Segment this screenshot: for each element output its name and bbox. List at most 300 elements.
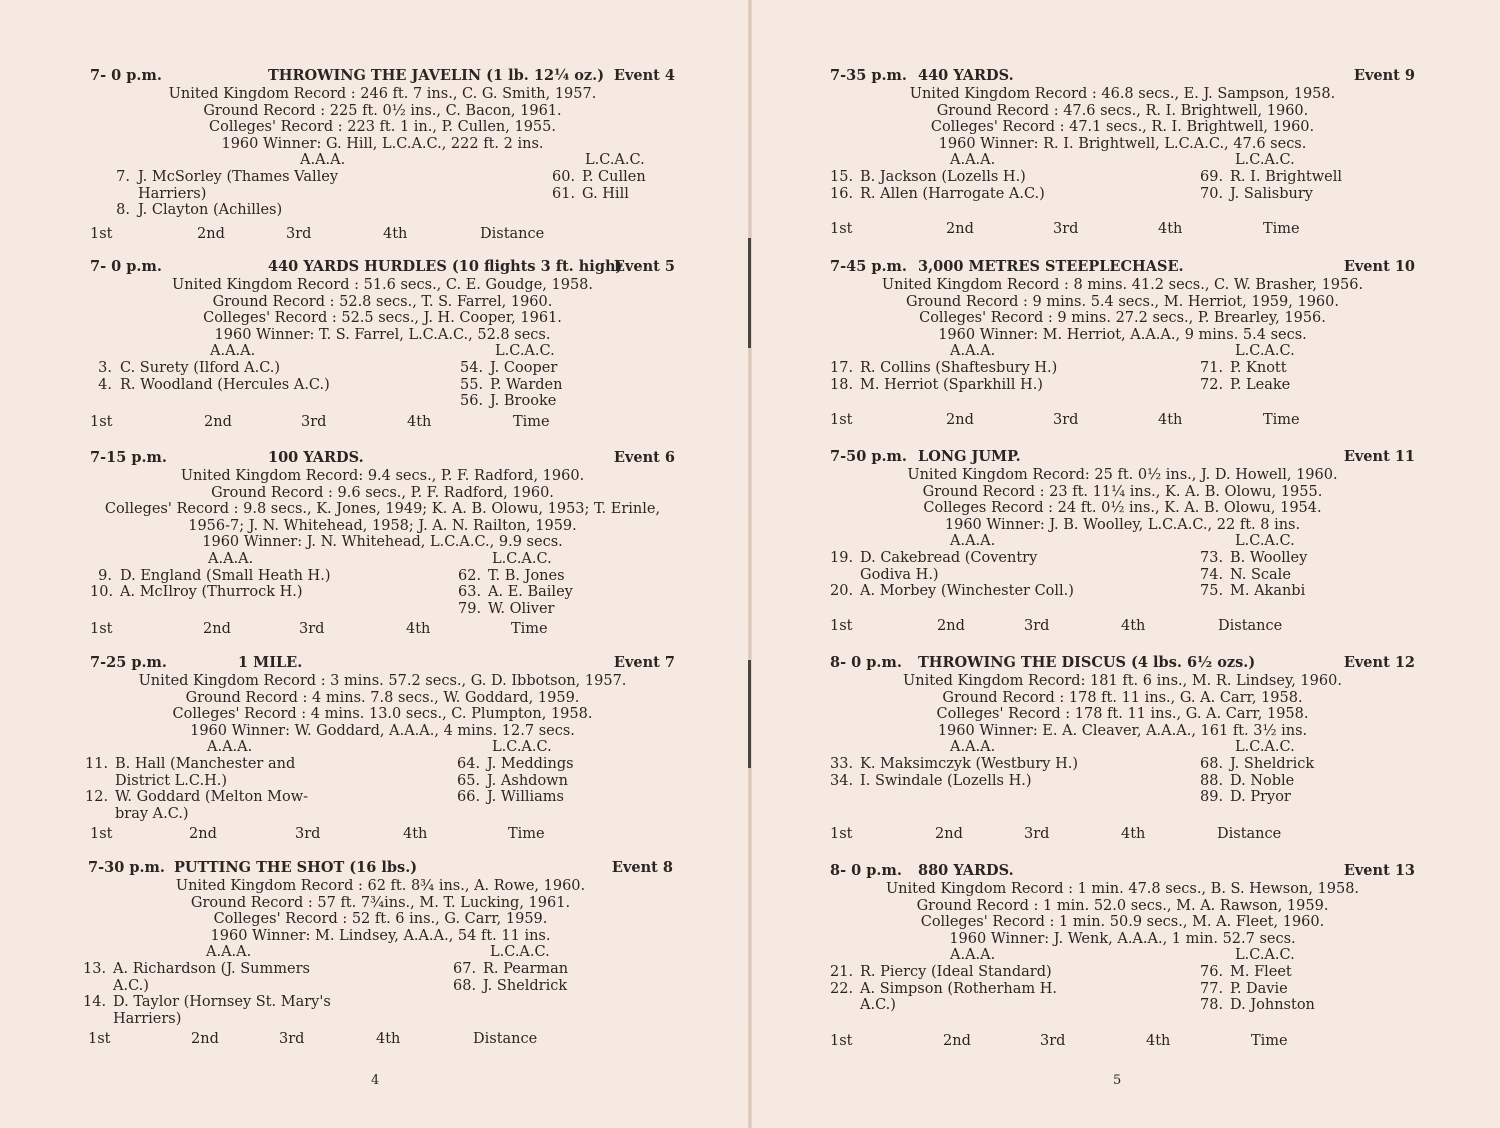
placing-second: 2nd xyxy=(189,826,217,842)
event-title: LONG JUMP. xyxy=(918,448,1021,465)
event-5 xyxy=(90,258,675,430)
placing-time: Time xyxy=(1251,1033,1288,1049)
competitors xyxy=(830,756,1415,806)
competitor-number: 13. xyxy=(83,960,107,977)
competitor-aaa xyxy=(830,360,1057,377)
placing-fourth: 4th xyxy=(1158,412,1183,428)
competitor-lcac xyxy=(1200,567,1291,584)
competitor-name: G. Hill xyxy=(582,185,629,202)
team-lcac-header: L.C.A.C. xyxy=(585,152,645,169)
competitor-number: 75. xyxy=(1200,583,1224,600)
competitor-number: 18. xyxy=(830,376,854,393)
event-title: PUTTING THE SHOT (16 lbs.) xyxy=(174,859,418,876)
placing-third: 3rd xyxy=(1040,1033,1066,1049)
team-lcac-header: L.C.A.C. xyxy=(1235,739,1295,756)
placing-first: 1st xyxy=(90,826,113,842)
competitor-name: R. Woodland (Hercules A.C.) xyxy=(120,376,330,393)
event-number: Event 8 xyxy=(611,859,673,876)
competitor-name: M. Akanbi xyxy=(1230,583,1306,600)
previous-winner: 1960 Winner: J. Wenk, A.A.A., 1 min. 52.7 secs. xyxy=(949,930,1296,947)
event-time: 7- 0 p.m. xyxy=(90,258,162,275)
staple-top xyxy=(748,238,751,348)
competitor-club-cont: A.C.) xyxy=(860,997,896,1014)
record-line: United Kingdom Record: 9.4 secs., P. F. Radford, 1960. xyxy=(180,468,585,484)
competitor-name: C. Surety (Ilford A.C.) xyxy=(120,359,281,376)
competitor-lcac xyxy=(552,169,646,186)
competitor-lcac xyxy=(1200,169,1342,186)
competitor-lcac xyxy=(1200,964,1292,981)
competitor-lcac xyxy=(1200,773,1294,790)
placing-distance: Distance xyxy=(1218,618,1283,634)
record-line: United Kingdom Record : 246 ft. 7 ins., C. G. Smith, 1957. xyxy=(168,86,597,102)
competitor-number: 54. xyxy=(460,359,484,376)
competitor-lcac xyxy=(1200,583,1305,600)
competitor-number: 78. xyxy=(1200,997,1224,1014)
competitor-number: 9. xyxy=(98,567,112,584)
placing-first: 1st xyxy=(88,1031,111,1047)
competitor-number: 22. xyxy=(830,980,854,997)
competitor-name: I. Swindale (Lozells H.) xyxy=(860,772,1032,789)
previous-winner: 1960 Winner: M. Lindsey, A.A.A., 54 ft. 11 ins. xyxy=(210,927,551,944)
competitors xyxy=(830,550,1415,600)
competitor-lcac xyxy=(458,568,565,585)
event-time: 7-45 p.m. xyxy=(830,258,907,275)
competitor-name: J. Sheldrick xyxy=(483,977,568,994)
competitor-number: 88. xyxy=(1200,772,1224,789)
placing-second: 2nd xyxy=(937,618,965,634)
record-line: Ground Record : 178 ft. 11 ins., G. A. Carr, 1958. xyxy=(942,689,1303,706)
event-number: Event 13 xyxy=(1343,862,1415,879)
competitor-name: R. Piercy (Ideal Standard) xyxy=(860,963,1052,980)
competitor-name: D. Johnston xyxy=(1230,997,1315,1014)
placing-first: 1st xyxy=(90,226,113,242)
placing-third: 3rd xyxy=(286,226,312,242)
team-header-row xyxy=(88,944,673,961)
competitor-number: 63. xyxy=(458,584,482,601)
team-header-row xyxy=(90,343,675,360)
event-11 xyxy=(830,448,1415,634)
previous-winner: 1960 Winner: M. Herriot, A.A.A., 9 mins. 5.4 secs. xyxy=(938,326,1307,343)
competitor-lcac xyxy=(552,186,629,203)
team-lcac-header: L.C.A.C. xyxy=(1235,343,1295,360)
event-9 xyxy=(830,67,1415,237)
event-header xyxy=(90,450,675,468)
team-aaa-header: A.A.A. xyxy=(950,739,996,756)
placing-second: 2nd xyxy=(197,226,225,242)
team-header-row xyxy=(830,947,1415,964)
competitor-name: J. Cooper xyxy=(490,359,558,376)
team-lcac-header: L.C.A.C. xyxy=(492,550,552,567)
competitor-lcac xyxy=(1200,981,1288,998)
previous-winner: 1960 Winner: E. A. Cleaver, A.A.A., 161 ft. 3½ ins. xyxy=(937,722,1308,739)
event-8 xyxy=(83,859,673,1047)
record-line: United Kingdom Record : 1 min. 47.8 secs., B. S. Hewson, 1958. xyxy=(885,881,1360,897)
team-lcac-header: L.C.A.C. xyxy=(495,343,555,360)
competitor-name: W. Goddard (Melton Mow- xyxy=(115,789,309,806)
competitors xyxy=(90,360,675,410)
placing-second: 2nd xyxy=(946,221,974,237)
competitor-name: M. Herriot (Sparkhill H.) xyxy=(860,376,1043,393)
event-time: 8- 0 p.m. xyxy=(830,654,902,671)
team-aaa-header: A.A.A. xyxy=(950,947,996,964)
event-10 xyxy=(830,258,1415,428)
team-lcac-header: L.C.A.C. xyxy=(1235,947,1295,964)
competitor-number: 4. xyxy=(98,376,112,393)
competitors xyxy=(830,169,1415,202)
record-line: Ground Record : 4 mins. 7.8 secs., W. Goddard, 1959. xyxy=(185,689,580,706)
team-header-row xyxy=(90,551,675,568)
placing-second: 2nd xyxy=(935,826,963,842)
event-time: 7-25 p.m. xyxy=(90,654,167,671)
team-aaa-header: A.A.A. xyxy=(207,739,253,756)
record-line: Ground Record : 1 min. 52.0 secs., M. A. Rawson, 1959. xyxy=(916,897,1329,914)
competitor-name: P. Warden xyxy=(490,376,563,393)
competitor-number: 14. xyxy=(83,994,107,1011)
team-aaa-header: A.A.A. xyxy=(208,550,254,567)
event-title: THROWING THE DISCUS (4 lbs. 6½ ozs.) xyxy=(918,654,1256,671)
competitor-aaa xyxy=(108,202,282,219)
event-time: 7-15 p.m. xyxy=(90,449,167,466)
placing-fourth: 4th xyxy=(1146,1033,1171,1049)
competitor-name: B. Hall (Manchester and xyxy=(115,755,296,772)
competitor-club-cont: A.C.) xyxy=(113,977,149,994)
competitor-name: D. Cakebread (Coventry xyxy=(860,549,1038,566)
page-number-left: 4 xyxy=(371,1073,380,1088)
record-line: United Kingdom Record : 8 mins. 41.2 secs., C. W. Brasher, 1956. xyxy=(881,277,1364,293)
competitors xyxy=(90,568,675,618)
previous-winner: 1960 Winner: J. B. Woolley, L.C.A.C., 22 ft. 8 ins. xyxy=(944,516,1301,533)
placing-distance: Distance xyxy=(480,226,545,242)
competitor-name: B. Woolley xyxy=(1230,549,1308,566)
record-line: Colleges' Record : 9.8 secs., K. Jones, 1949; K. A. B. Olowu, 1953; T. Erinle, 1956-7; J. N. Whitehead, 1958; J. A. N. Railton, 1959. xyxy=(104,501,661,534)
competitor-aaa xyxy=(85,756,295,789)
event-4 xyxy=(90,67,675,242)
record-line: United Kingdom Record : 51.6 secs., C. E. Goudge, 1958. xyxy=(171,277,594,293)
competitor-name: W. Oliver xyxy=(488,600,555,617)
competitor-name: B. Jackson (Lozells H.) xyxy=(860,168,1026,185)
competitor-name: R. Collins (Shaftesbury H.) xyxy=(860,359,1058,376)
competitor-number: 17. xyxy=(830,359,854,376)
competitors xyxy=(830,360,1415,393)
team-lcac-header: L.C.A.C. xyxy=(492,739,552,756)
competitor-number: 11. xyxy=(85,755,109,772)
competitor-name: P. Cullen xyxy=(582,168,646,185)
competitor-name: P. Davie xyxy=(1230,980,1288,997)
competitor-club-cont: bray A.C.) xyxy=(115,805,189,822)
placing-fourth: 4th xyxy=(403,826,428,842)
record-line: Ground Record : 52.8 secs., T. S. Farrel, 1960. xyxy=(212,293,553,310)
placing-third: 3rd xyxy=(1024,618,1050,634)
record-line: Ground Record : 225 ft. 0½ ins., C. Bacon, 1961. xyxy=(203,102,562,119)
competitor-name: J. Salisbury xyxy=(1230,185,1313,202)
event-number: Event 6 xyxy=(613,449,675,466)
record-line: Colleges' Record : 47.1 secs., R. I. Brightwell, 1960. xyxy=(930,119,1315,136)
competitor-lcac xyxy=(460,377,562,394)
event-time: 8- 0 p.m. xyxy=(830,862,902,879)
competitor-number: 65. xyxy=(457,772,481,789)
team-aaa-header: A.A.A. xyxy=(950,152,996,169)
placing-distance: Distance xyxy=(1217,826,1282,842)
event-header xyxy=(90,68,675,86)
competitor-name: M. Fleet xyxy=(1230,963,1292,980)
team-aaa-header: A.A.A. xyxy=(300,152,346,169)
event-6 xyxy=(90,449,675,637)
competitor-lcac xyxy=(1200,360,1287,377)
competitor-aaa xyxy=(90,360,280,377)
event-title: 880 YARDS. xyxy=(918,862,1014,879)
event-header xyxy=(90,259,675,277)
event-number: Event 9 xyxy=(1353,67,1415,84)
record-line: United Kingdom Record : 3 mins. 57.2 secs., G. D. Ibbotson, 1957. xyxy=(138,673,627,689)
competitor-aaa xyxy=(830,981,1057,1014)
competitor-aaa xyxy=(90,568,330,585)
competitor-aaa xyxy=(830,964,1052,981)
page-number-right: 5 xyxy=(1113,1073,1122,1088)
competitor-name: J. McSorley (Thames Valley xyxy=(138,168,339,185)
placing-third: 3rd xyxy=(1053,412,1079,428)
previous-winner: 1960 Winner: W. Goddard, A.A.A., 4 mins. 12.7 secs. xyxy=(190,722,575,739)
team-aaa-header: A.A.A. xyxy=(206,944,252,961)
team-header-row xyxy=(830,739,1415,756)
placing-first: 1st xyxy=(90,414,113,430)
placing-time: Time xyxy=(513,414,550,430)
competitor-number: 7. xyxy=(116,168,130,185)
competitor-aaa xyxy=(830,169,1026,186)
placing-second: 2nd xyxy=(943,1033,971,1049)
competitor-name: T. B. Jones xyxy=(488,567,565,584)
placing-time: Time xyxy=(511,621,548,637)
event-time: 7-35 p.m. xyxy=(830,67,907,84)
competitor-name: D. Pryor xyxy=(1230,789,1291,806)
competitor-number: 70. xyxy=(1200,185,1224,202)
event-header xyxy=(830,259,1415,277)
competitor-number: 67. xyxy=(453,960,477,977)
event-time: 7- 0 p.m. xyxy=(90,67,162,84)
competitor-name: A. E. Bailey xyxy=(488,584,573,601)
competitor-club-cont: District L.C.H.) xyxy=(115,772,227,789)
competitor-number: 68. xyxy=(453,977,477,994)
competitor-lcac xyxy=(458,584,573,601)
competitor-aaa xyxy=(830,756,1078,773)
competitor-lcac xyxy=(458,601,554,618)
competitor-name: D. Noble xyxy=(1230,772,1295,789)
competitor-number: 68. xyxy=(1200,755,1224,772)
competitor-lcac xyxy=(1200,377,1290,394)
competitor-number: 69. xyxy=(1200,168,1224,185)
competitor-number: 16. xyxy=(830,185,854,202)
placing-third: 3rd xyxy=(295,826,321,842)
competitor-name: K. Maksimczyk (Westbury H.) xyxy=(860,755,1078,772)
team-lcac-header: L.C.A.C. xyxy=(1235,533,1295,550)
competitor-name: J. Williams xyxy=(487,789,564,806)
competitor-number: 34. xyxy=(830,772,854,789)
placing-time: Time xyxy=(508,826,545,842)
record-line: Ground Record : 9.6 secs., P. F. Radford, 1960. xyxy=(211,484,554,501)
event-title: 100 YARDS. xyxy=(268,449,364,466)
competitor-name: R. Allen (Harrogate A.C.) xyxy=(860,185,1045,202)
competitor-name: R. Pearman xyxy=(483,960,569,977)
placing-fourth: 4th xyxy=(1121,618,1146,634)
placing-second: 2nd xyxy=(946,412,974,428)
competitor-name: P. Leake xyxy=(1230,376,1291,393)
competitor-name: J. Ashdown xyxy=(487,772,568,789)
placing-fourth: 4th xyxy=(406,621,431,637)
placing-distance: Distance xyxy=(473,1031,538,1047)
event-title: 440 YARDS HURDLES (10 flights 3 ft. high) xyxy=(268,258,623,275)
competitor-number: 12. xyxy=(85,789,109,806)
event-header xyxy=(830,68,1415,86)
record-line: Colleges' Record : 52.5 secs., J. H. Cooper, 1961. xyxy=(203,310,562,327)
record-line: Ground Record : 23 ft. 11¼ ins., K. A. B. Olowu, 1955. xyxy=(922,483,1323,500)
competitors xyxy=(83,960,673,1027)
competitor-number: 15. xyxy=(830,168,854,185)
record-line: Colleges' Record : 1 min. 50.9 secs., M. A. Fleet, 1960. xyxy=(920,914,1325,931)
competitor-aaa xyxy=(85,789,308,822)
team-header-row xyxy=(830,152,1415,169)
competitor-number: 62. xyxy=(458,567,482,584)
placing-fourth: 4th xyxy=(1158,221,1183,237)
event-title: 3,000 METRES STEEPLECHASE. xyxy=(918,258,1184,275)
placing-first: 1st xyxy=(830,412,853,428)
competitor-number: 8. xyxy=(116,202,130,219)
previous-winner: 1960 Winner: J. N. Whitehead, L.C.A.C., 9.9 secs. xyxy=(202,534,563,551)
placing-fourth: 4th xyxy=(407,414,432,430)
team-header-row xyxy=(830,343,1415,360)
competitor-number: 3. xyxy=(98,359,112,376)
event-number: Event 12 xyxy=(1343,654,1415,671)
competitor-number: 64. xyxy=(457,755,481,772)
previous-winner: 1960 Winner: T. S. Farrel, L.C.A.C., 52.8 secs. xyxy=(214,326,551,343)
competitor-name: N. Scale xyxy=(1230,566,1291,583)
event-7 xyxy=(85,654,675,842)
competitor-lcac xyxy=(1200,789,1291,806)
competitor-aaa xyxy=(83,994,331,1027)
event-13 xyxy=(830,862,1415,1049)
event-title: 1 MILE. xyxy=(238,654,303,671)
placing-third: 3rd xyxy=(1053,221,1079,237)
competitor-number: 55. xyxy=(460,376,484,393)
competitor-number: 19. xyxy=(830,549,854,566)
record-line: Colleges' Record : 4 mins. 13.0 secs., C. Plumpton, 1958. xyxy=(172,706,593,723)
placing-second: 2nd xyxy=(204,414,232,430)
competitor-name: D. Taylor (Hornsey St. Mary's xyxy=(113,994,331,1011)
staple-bottom xyxy=(748,660,751,768)
competitor-name: J. Sheldrick xyxy=(1230,755,1315,772)
competitor-number: 21. xyxy=(830,963,854,980)
competitor-number: 72. xyxy=(1200,376,1224,393)
competitors xyxy=(85,755,675,822)
competitor-number: 79. xyxy=(458,600,482,617)
record-line: Ground Record : 9 mins. 5.4 secs., M. Herriot, 1959, 1960. xyxy=(906,293,1339,310)
event-header xyxy=(830,863,1415,881)
event-number: Event 11 xyxy=(1343,448,1415,465)
placing-second: 2nd xyxy=(203,621,231,637)
competitor-aaa xyxy=(830,583,1074,600)
competitor-lcac xyxy=(453,961,568,978)
placing-third: 3rd xyxy=(279,1031,305,1047)
competitor-lcac xyxy=(457,789,564,806)
record-line: Colleges' Record : 52 ft. 6 ins., G. Carr, 1959. xyxy=(213,911,548,928)
competitors xyxy=(830,964,1415,1014)
placing-fourth: 4th xyxy=(383,226,408,242)
team-lcac-header: L.C.A.C. xyxy=(1235,152,1295,169)
competitor-name: A. McIlroy (Thurrock H.) xyxy=(120,584,303,601)
team-aaa-header: A.A.A. xyxy=(210,343,256,360)
competitor-name: J. Meddings xyxy=(487,755,574,772)
competitor-lcac xyxy=(457,756,574,773)
competitor-number: 71. xyxy=(1200,359,1224,376)
competitor-aaa xyxy=(830,377,1043,394)
record-line: United Kingdom Record : 62 ft. 8¾ ins., A. Rowe, 1960. xyxy=(175,878,586,894)
competitor-number: 10. xyxy=(90,584,114,601)
event-number: Event 4 xyxy=(613,67,675,84)
record-line: Ground Record : 47.6 secs., R. I. Brightwell, 1960. xyxy=(936,102,1309,119)
competitor-lcac xyxy=(1200,756,1314,773)
competitor-aaa xyxy=(830,773,1032,790)
competitor-aaa xyxy=(90,377,330,394)
competitor-club-cont: Harriers) xyxy=(138,185,207,202)
event-time: 7-50 p.m. xyxy=(830,448,907,465)
placing-first: 1st xyxy=(90,621,113,637)
competitor-lcac xyxy=(460,360,557,377)
placing-first: 1st xyxy=(830,826,853,842)
event-number: Event 7 xyxy=(613,654,675,671)
competitor-club-cont: Godiva H.) xyxy=(860,566,939,583)
record-line: United Kingdom Record: 181 ft. 6 ins., M. R. Lindsey, 1960. xyxy=(903,673,1342,689)
competitor-name: J. Brooke xyxy=(490,393,557,410)
competitor-number: 89. xyxy=(1200,789,1224,806)
competitor-lcac xyxy=(1200,186,1313,203)
placing-third: 3rd xyxy=(299,621,325,637)
event-12 xyxy=(830,654,1415,842)
page-fold xyxy=(748,0,752,1128)
competitor-name: A. Morbey (Winchester Coll.) xyxy=(860,583,1074,600)
competitor-lcac xyxy=(457,773,568,790)
competitor-lcac xyxy=(460,393,556,410)
competitor-number: 66. xyxy=(457,789,481,806)
record-line: Colleges Record : 24 ft. 0½ ins., K. A. B. Olowu, 1954. xyxy=(923,500,1322,517)
competitor-number: 60. xyxy=(552,168,576,185)
competitor-number: 56. xyxy=(460,393,484,410)
placing-first: 1st xyxy=(830,618,853,634)
competitor-aaa xyxy=(83,961,310,994)
event-header xyxy=(830,449,1415,467)
event-title: 440 YARDS. xyxy=(918,67,1014,84)
placing-fourth: 4th xyxy=(1121,826,1146,842)
competitor-name: R. I. Brightwell xyxy=(1230,168,1343,185)
competitor-aaa xyxy=(108,169,338,202)
record-line: Colleges' Record : 178 ft. 11 ins., G. A. Carr, 1958. xyxy=(936,706,1309,723)
competitor-number: 76. xyxy=(1200,963,1224,980)
competitor-lcac xyxy=(453,978,567,995)
event-header xyxy=(88,860,673,878)
record-line: United Kingdom Record: 25 ft. 0½ ins., J. D. Howell, 1960. xyxy=(907,467,1338,483)
previous-winner: 1960 Winner: G. Hill, L.C.A.C., 222 ft. 2 ins. xyxy=(221,135,544,152)
placing-third: 3rd xyxy=(1024,826,1050,842)
competitor-lcac xyxy=(1200,997,1315,1014)
record-line: United Kingdom Record : 46.8 secs., E. J. Sampson, 1958. xyxy=(909,86,1336,102)
placing-first: 1st xyxy=(830,221,853,237)
record-line: Colleges' Record : 223 ft. 1 in., P. Cullen, 1955. xyxy=(209,119,556,136)
event-number: Event 5 xyxy=(613,258,675,275)
placing-second: 2nd xyxy=(191,1031,219,1047)
event-time: 7-30 p.m. xyxy=(88,859,165,876)
team-header-row xyxy=(90,152,675,169)
team-lcac-header: L.C.A.C. xyxy=(490,944,550,961)
competitors xyxy=(90,169,675,219)
competitor-name: D. England (Small Heath H.) xyxy=(120,567,331,584)
record-line: Ground Record : 57 ft. 7¾ins., M. T. Lucking, 1961. xyxy=(190,894,571,911)
